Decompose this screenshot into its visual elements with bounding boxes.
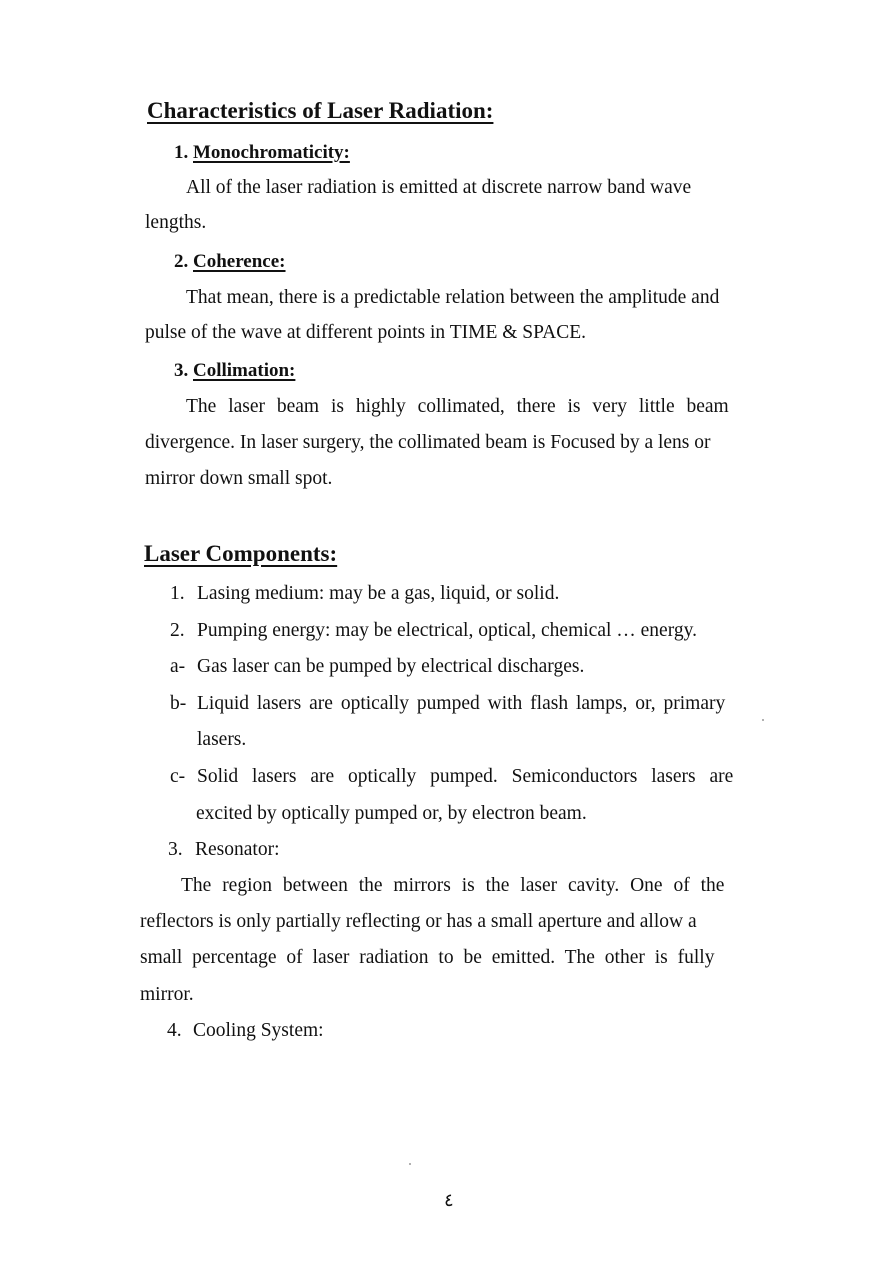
item-heading-collimation <box>174 360 295 382</box>
item-heading-monochromaticity <box>174 142 350 164</box>
list-text: Gas laser can be pumped by electrical discharges. <box>197 656 585 677</box>
item-heading-label: Coherence: <box>193 251 286 272</box>
paragraph-line: The region between the mirrors is the laser cavity. One of the <box>181 875 725 896</box>
paragraph-line: small percentage of laser radiation to be emitted. The other is fully <box>140 947 715 968</box>
item-number: 3. <box>174 360 189 381</box>
paragraph-line: reflectors is only partially reflecting or has a small aperture and allow a <box>140 911 697 932</box>
list-text: Lasing medium: may be a gas, liquid, or solid. <box>197 583 560 604</box>
list-item <box>167 1020 324 1042</box>
list-marker: a- <box>170 656 186 677</box>
list-item-continuation: lasers. <box>197 729 247 750</box>
paragraph-line: mirror down small spot. <box>145 468 333 489</box>
section-title-characteristics: Characteristics of Laser Radiation: <box>147 98 494 123</box>
list-text: Pumping energy: may be electrical, optical, chemical … energy. <box>197 620 697 641</box>
list-text: Solid lasers are optically pumped. Semiconductors lasers are <box>197 766 734 787</box>
list-marker: c- <box>170 766 186 787</box>
section-title-laser-components: Laser Components: <box>144 541 338 566</box>
list-text: Liquid lasers are optically pumped with flash lamps, or, primary <box>197 693 726 714</box>
line-text: All of the laser radiation is emitted at discrete narrow band wave <box>186 177 692 198</box>
list-marker: 2. <box>170 620 185 641</box>
item-heading-label: Monochromaticity: <box>193 142 350 163</box>
paragraph-line: That mean, there is a predictable relation between the amplitude and <box>186 287 720 308</box>
list-item <box>170 766 733 788</box>
item-heading-coherence <box>174 251 286 273</box>
list-item <box>170 693 725 715</box>
list-marker: 3. <box>168 839 183 860</box>
list-item <box>168 839 279 861</box>
scan-speck <box>409 1163 411 1165</box>
item-heading-label: Collimation: <box>193 360 296 381</box>
scan-speck <box>762 719 764 721</box>
list-marker: b- <box>170 693 187 714</box>
list-item <box>170 583 559 605</box>
list-item-continuation: excited by optically pumped or, by electron beam. <box>196 803 587 824</box>
paragraph-line <box>186 177 770 199</box>
paragraph-line: divergence. In laser surgery, the collimated beam is Focused by a lens or <box>145 432 711 453</box>
page-number: ٤ <box>444 1190 454 1210</box>
list-marker: 1. <box>170 583 185 604</box>
item-number: 1. <box>174 142 189 163</box>
list-text: Resonator: <box>195 839 280 860</box>
paragraph-line: pulse of the wave at different points in TIME & SPACE. <box>145 322 587 343</box>
item-number: 2. <box>174 251 189 272</box>
list-item <box>170 620 697 642</box>
list-item <box>170 656 584 678</box>
list-text: Cooling System: <box>193 1020 324 1041</box>
paragraph-line: mirror. <box>140 984 194 1005</box>
paragraph-line: The laser beam is highly collimated, there is very little beam <box>186 396 729 417</box>
paragraph-line: lengths. <box>145 212 207 233</box>
list-marker: 4. <box>167 1020 182 1041</box>
